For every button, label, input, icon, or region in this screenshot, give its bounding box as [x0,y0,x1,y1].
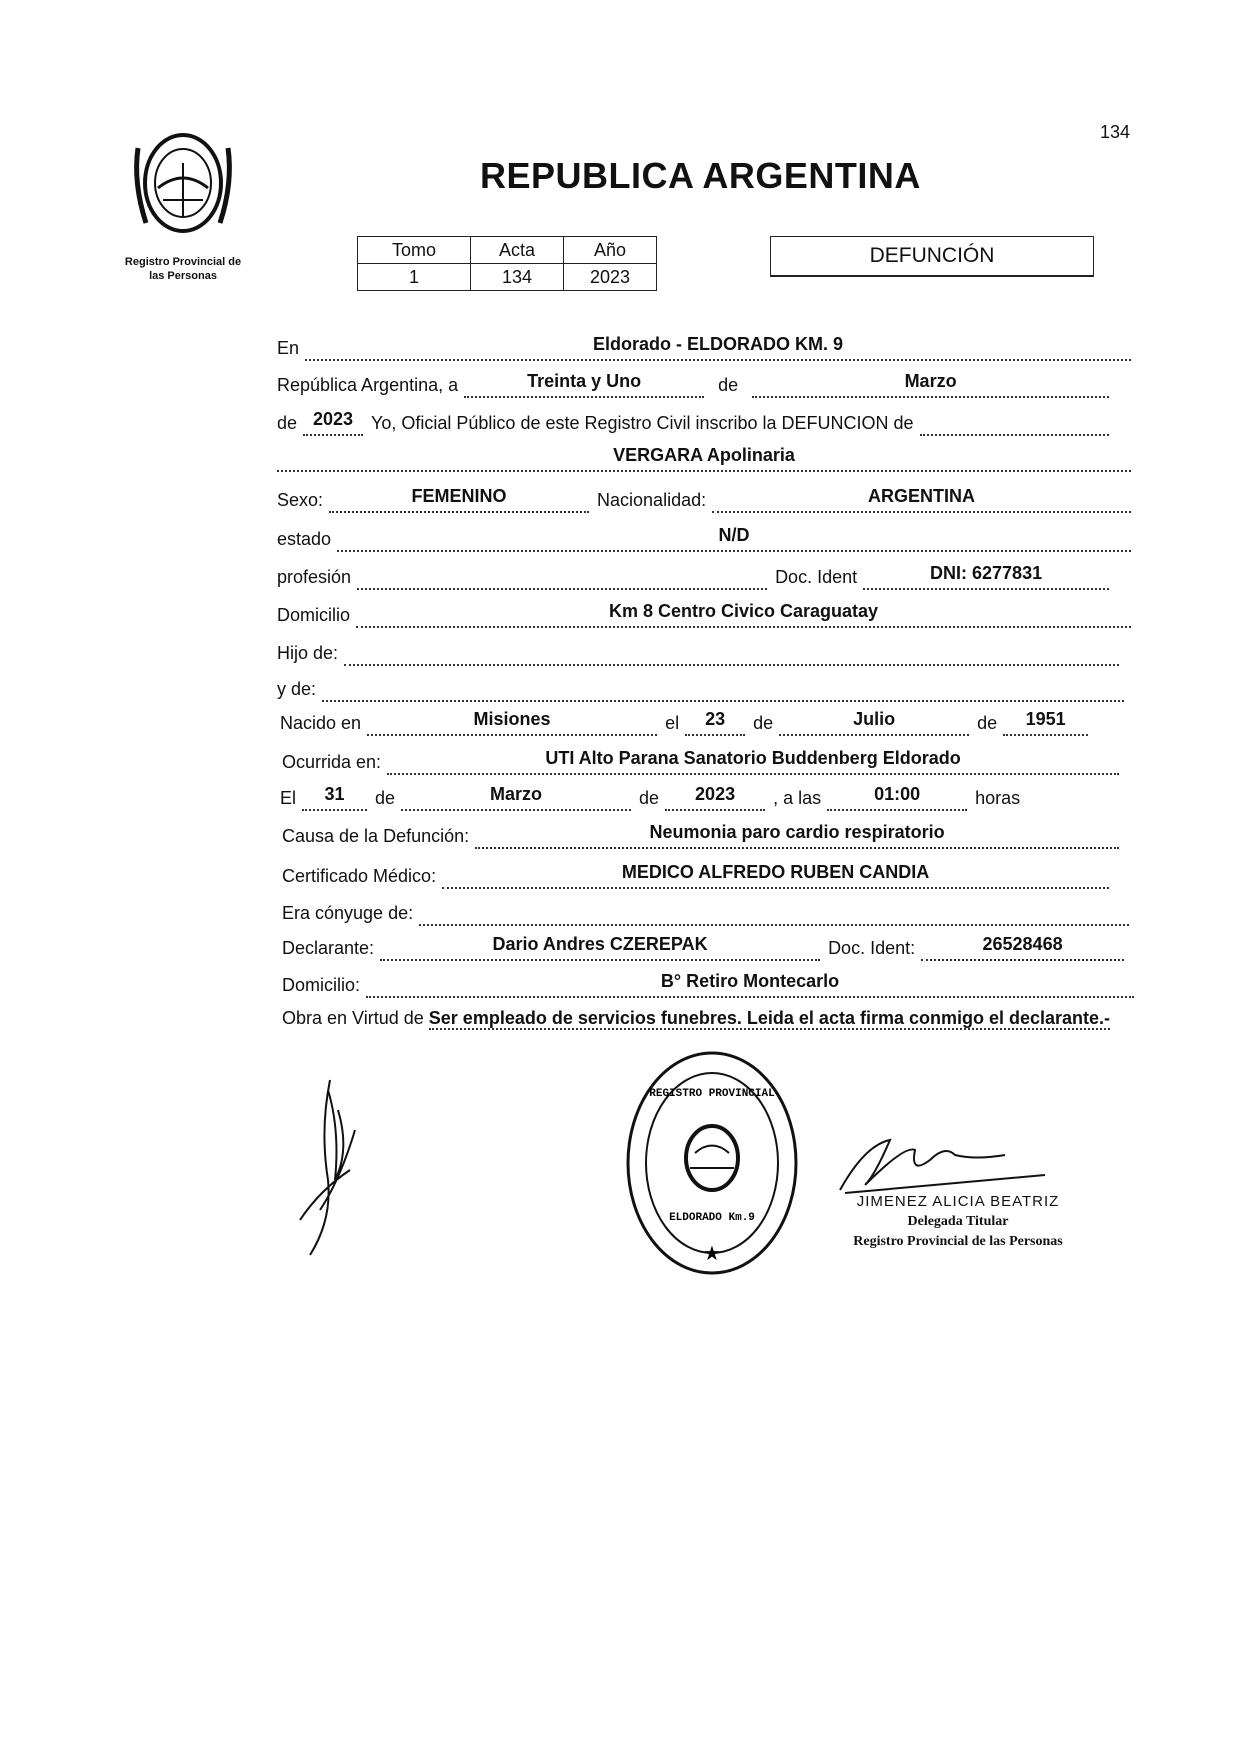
field-domicilio: Km 8 Centro Civico Caraguatay [356,601,1131,628]
field-y-de [322,676,1124,702]
header-anio: Año [564,237,657,264]
field-def-anio: 2023 [665,784,765,811]
label-y-de: y de: [277,679,317,699]
label-de: de [977,713,998,733]
label-sexo: Sexo: [277,490,324,510]
row-declarante [282,935,1144,961]
row-y-de [277,676,1139,702]
field-nac-mes: Julio [779,709,969,736]
field-nacido-en: Misiones [367,709,657,736]
registry-line-2: las Personas [149,270,217,282]
page-number: 134 [1100,122,1131,142]
label-estado: estado [277,529,332,549]
label-de: de [277,413,298,433]
official-role: Delegada Titular [907,1214,1009,1229]
official-org: Registro Provincial de las Personas [853,1234,1063,1249]
label-domicilio: Domicilio [277,605,351,625]
field-blank [920,410,1109,436]
official-stamp [625,1048,800,1278]
label-obra: Obra en Virtud de [282,1008,424,1028]
row-nacimiento [280,710,1142,736]
row-ocurrida [282,749,1144,775]
label-en: En [277,338,300,358]
field-mes: Marzo [752,371,1109,398]
label-horas: horas [975,788,1021,808]
field-ocurrida-en: UTI Alto Parana Sanatorio Buddenberg Eldorado [387,748,1119,775]
label-domicilio: Domicilio: [282,975,361,995]
label-profesion: profesión [277,567,352,587]
row-estado [277,526,1139,552]
field-def-hora: 01:00 [827,784,967,811]
field-hijo-de [344,640,1119,666]
row-hijo-de [277,640,1139,666]
field-conyuge [419,900,1129,926]
field-dia: Treinta y Uno [464,371,704,398]
row-lugar [277,335,1139,361]
label-el: el [665,713,680,733]
field-causa: Neumonia paro cardio respiratorio [475,822,1119,849]
value-anio: 2023 [564,264,657,291]
field-nacionalidad: ARGENTINA [712,486,1131,513]
row-domicilio [277,602,1139,628]
official-name: JIMENEZ ALICIA BEATRIZ [856,1193,1060,1210]
svg-text:REGISTRO PROVINCIAL: REGISTRO PROVINCIAL [649,1088,775,1100]
registry-name [108,255,258,283]
field-def-dia: 31 [302,784,367,811]
value-acta: 134 [471,264,564,291]
svg-text:ELDORADO Km.9: ELDORADO Km.9 [669,1212,755,1224]
label-nacionalidad: Nacionalidad: [597,490,707,510]
header-acta: Acta [471,237,564,264]
label-a-las: , a las [773,788,822,808]
field-declarante: Dario Andres CZEREPAK [380,934,820,961]
field-certificado: MEDICO ALFREDO RUBEN CANDIA [442,862,1109,889]
field-nombre: VERGARA Apolinaria [277,445,1131,472]
provincial-coat-of-arms-logo [128,128,238,238]
label-republica: República Argentina, a [277,375,459,395]
row-sexo [277,487,1139,513]
obra-en-virtud [282,1002,1142,1034]
label-inscripcion: Yo, Oficial Público de este Registro Civil inscribo la DEFUNCION de [371,413,914,433]
label-nacido-en: Nacido en [280,713,362,733]
label-de: de [639,788,660,808]
field-declarante-domicilio: B° Retiro Montecarlo [366,971,1134,998]
row-profesion [277,564,1139,590]
row-causa [282,823,1144,849]
record-type: DEFUNCIÓN [770,236,1094,277]
field-profesion [357,564,767,590]
field-anio: 2023 [303,409,363,436]
field-declarante-doc: 26528468 [921,934,1124,961]
field-def-mes: Marzo [401,784,631,811]
field-nac-dia: 23 [685,709,745,736]
label-ocurrida-en: Ocurrida en: [282,752,382,772]
label-doc-ident: Doc. Ident: [828,938,916,958]
field-nac-anio: 1951 [1003,709,1088,736]
value-tomo: 1 [358,264,471,291]
document-title: REPUBLICA ARGENTINA [480,155,921,196]
label-El: El [280,788,297,808]
label-declarante: Declarante: [282,938,375,958]
official-signature [835,1135,1055,1195]
label-de: de [718,375,739,395]
row-fecha-defuncion [280,785,1142,811]
field-estado: N/D [337,525,1131,552]
field-documento: DNI: 6277831 [863,563,1109,590]
row-certificado [282,863,1144,889]
label-certificado: Certificado Médico: [282,866,437,886]
field-sexo: FEMENINO [329,486,589,513]
field-lugar: Eldorado - ELDORADO KM. 9 [305,334,1131,361]
official-signature-block [838,1192,1078,1252]
field-obra: Ser empleado de servicios funebres. Leida el acta firma conmigo el declarante.- [428,1008,1111,1028]
label-de: de [753,713,774,733]
label-hijo-de: Hijo de: [277,643,339,663]
declarant-signature [290,1070,370,1260]
header-tomo: Tomo [358,237,471,264]
label-conyuge: Era cónyuge de: [282,903,414,923]
label-causa: Causa de la Defunción: [282,826,470,846]
registry-line-1: Registro Provincial de [124,256,242,268]
row-nombre [277,446,1139,472]
label-de: de [375,788,396,808]
row-conyuge [282,900,1144,926]
label-doc-ident: Doc. Ident [775,567,858,587]
row-fecha [277,372,1139,398]
row-anio [277,410,1139,436]
svg-text:★: ★ [703,1241,721,1265]
row-domicilio-declarante [282,972,1144,998]
record-number-table [357,236,657,291]
